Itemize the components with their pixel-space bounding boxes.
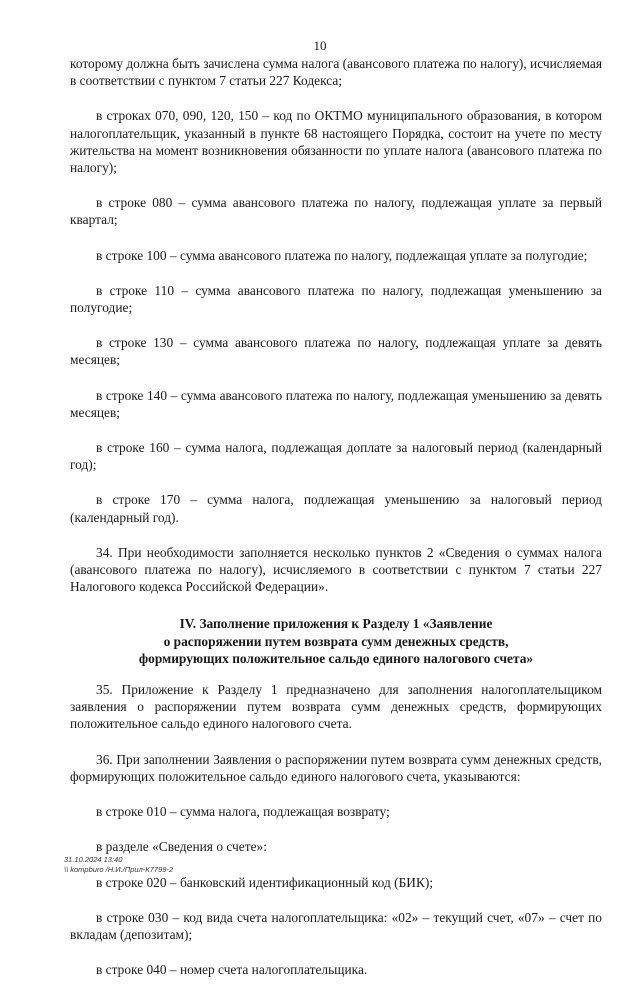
section-title-line: формирующих положительное сальдо единого налогового счета» [138,650,534,666]
paragraph: в строке 140 – сумма авансового платежа по налогу, подлежащая уменьшению за девять месяцев; [70,387,602,420]
footer-file-path: \\ kompburo /Н.И./Прил-К7799-2 [64,864,174,874]
section-title-line: о распоряжении путем возврата сумм денежных средств, [163,633,509,649]
paragraphs-bottom [70,681,602,978]
page-number: 10 [313,38,327,53]
paragraph: в строке 010 – сумма налога, подлежащая возврату; [96,804,390,820]
paragraph: в разделе «Сведения о счете»: [96,839,267,855]
paragraph: в строке 170 – сумма налога, подлежащая уменьшению за налоговый период (календарный год). [70,492,602,525]
section-title [70,615,602,667]
paragraph: в строках 070, 090, 120, 150 – код по ОКТМО муниципального образования, в котором налогоплательщик, указанный в пункте 68 настоящего Порядка, состоит на учете по месту жительства на момент возникновения обязанности по уплате налога (авансового платежа по налогу); [70,108,602,176]
paragraph: 35. Приложение к Разделу 1 предназначено для заполнения налогоплательщиком заявления о распоряжении путем возврата сумм денежных средств, формирующих положительное сальдо единого налогового счета. [70,682,602,732]
paragraphs-top [70,55,602,595]
paragraph: в строке 130 – сумма авансового платежа по налогу, подлежащая уплате за девять месяцев; [70,335,602,368]
paragraph: 34. При необходимости заполняется несколько пунктов 2 «Сведения о суммах налога (авансового платежа по налогу), исчисляемого в соответствии с пунктом 7 статьи 227 Налогового кодекса Российской Федерации». [70,544,602,595]
document-footer [64,855,173,874]
paragraph: в строке 080 – сумма авансового платежа по налогу, подлежащая уплате за первый квартал; [70,195,602,228]
footer-timestamp: 31.10.2024 13:40 [64,855,123,864]
paragraph: в строке 030 – код вида счета налогоплательщика: «02» – текущий счет, «07» – счет по вкладам (депозитам); [70,909,602,942]
section-title-line: IV. Заполнение приложения к Разделу 1 «Заявление [179,616,493,632]
paragraph: в строке 020 – банковский идентификационный код (БИК); [96,874,434,890]
paragraph: в строке 100 – сумма авансового платежа по налогу, подлежащая уплате за полугодие; [96,247,588,263]
paragraph: в строке 160 – сумма налога, подлежащая доплате за налоговый период (календарный год); [70,440,602,473]
paragraph: в строке 040 – номер счета налогоплательщика. [96,962,368,978]
paragraph: которому должна быть зачислена сумма налога (авансового платежа по налогу), исчисляемая в соответствии с пунктом 7 статьи 227 Кодекса; [70,56,602,89]
paragraph: 36. При заполнении Заявления о распоряжении путем возврата сумм денежных средств, формирующих положительное сальдо единого налогового счета, указываются: [70,751,602,784]
paragraph: в строке 110 – сумма авансового платежа по налогу, подлежащая уменьшению за полугодие; [70,282,602,316]
